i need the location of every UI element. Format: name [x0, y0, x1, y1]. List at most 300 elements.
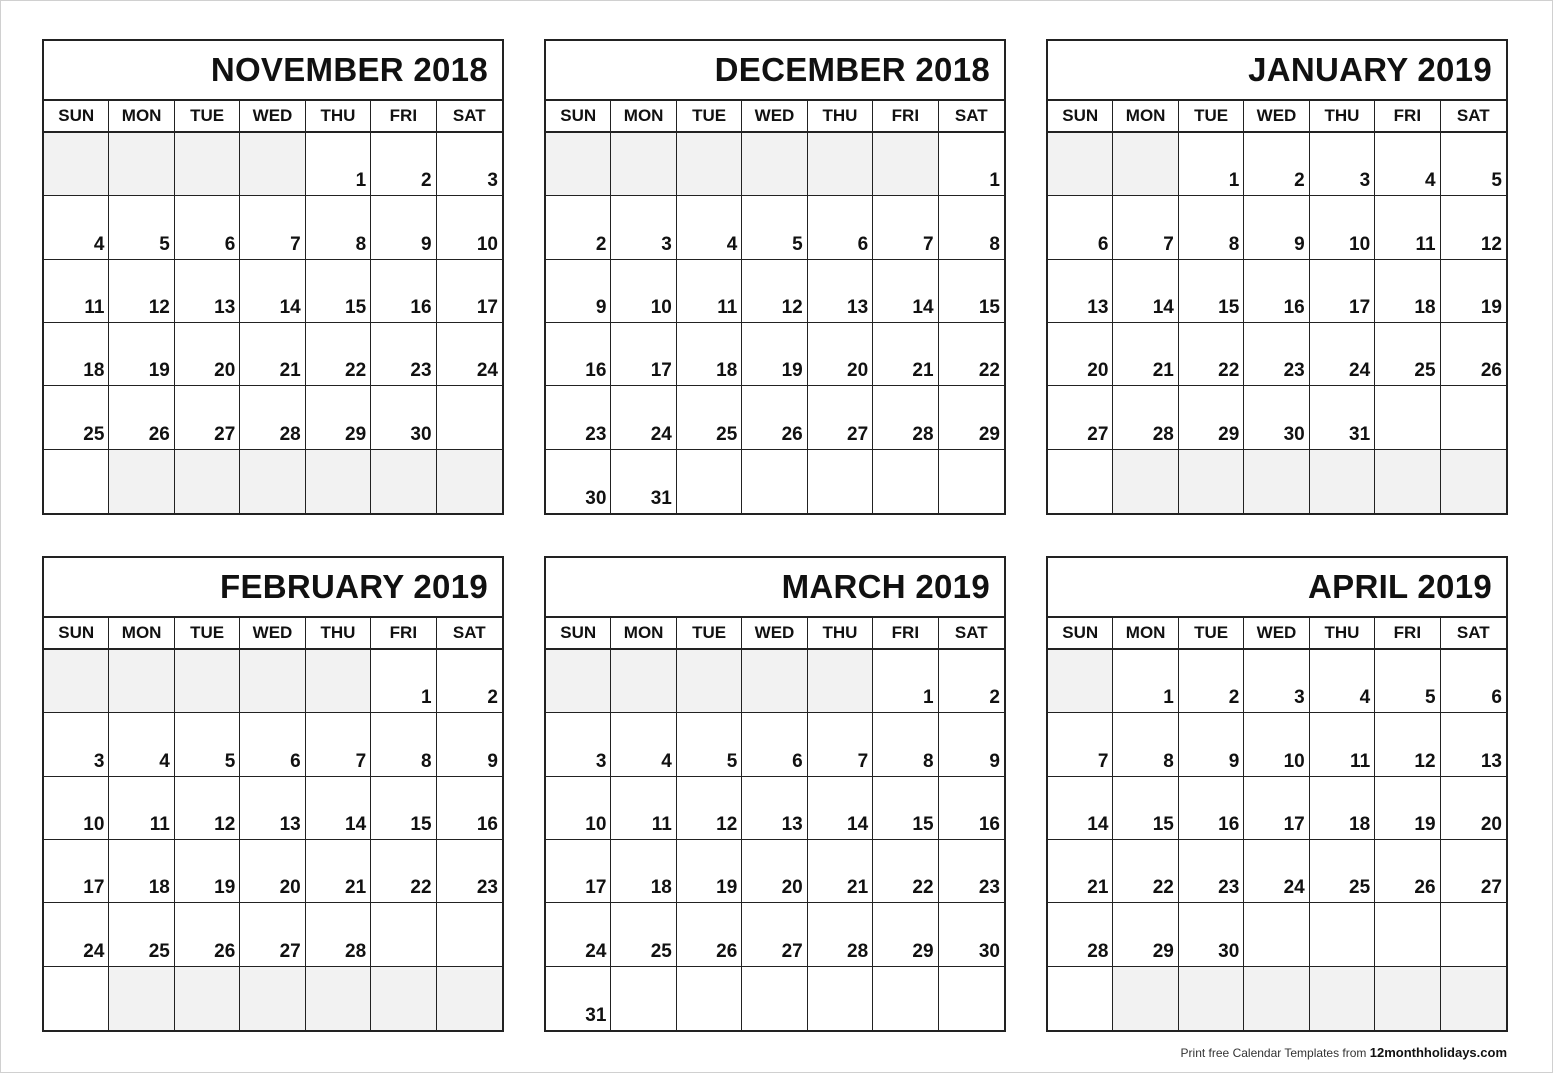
day-cell [1310, 260, 1375, 323]
day-cell [371, 650, 436, 713]
day-cell [1441, 713, 1506, 776]
day-number: 5 [726, 750, 738, 772]
empty-day-cell [873, 450, 938, 513]
day-cell [1113, 713, 1178, 776]
day-cell [1179, 650, 1244, 713]
day-number: 20 [279, 877, 301, 899]
day-cell [1179, 386, 1244, 449]
empty-day-cell [1244, 967, 1309, 1030]
day-number: 28 [1152, 423, 1174, 445]
day-number: 2 [487, 687, 498, 709]
day-cell [546, 323, 611, 386]
day-cell [939, 386, 1004, 449]
day-number: 29 [1152, 940, 1174, 962]
day-number: 30 [1283, 423, 1305, 445]
day-cell [1244, 323, 1309, 386]
day-cell [1179, 840, 1244, 903]
day-number: 16 [410, 296, 432, 318]
empty-day-cell [44, 967, 109, 1030]
day-cell [306, 777, 371, 840]
day-number: 11 [84, 296, 105, 318]
day-cell [175, 713, 240, 776]
day-number: 17 [1349, 296, 1371, 318]
day-cell [240, 323, 305, 386]
day-cell [44, 840, 109, 903]
weekday-header-row [546, 101, 1004, 133]
day-grid [44, 133, 502, 513]
weekday-label: FRI [1375, 101, 1440, 131]
day-cell [677, 196, 742, 259]
day-number: 26 [1414, 877, 1436, 899]
day-cell [808, 196, 873, 259]
day-number: 16 [585, 360, 607, 382]
day-number: 25 [716, 423, 738, 445]
weekday-label: WED [1244, 101, 1309, 131]
day-cell [44, 196, 109, 259]
weekday-label: THU [808, 618, 873, 648]
weekday-label: MON [1113, 618, 1178, 648]
day-number: 11 [651, 813, 672, 835]
empty-day-cell [44, 450, 109, 513]
day-number: 23 [1218, 877, 1240, 899]
month-title: APRIL 2019 [1048, 558, 1506, 618]
day-cell [175, 323, 240, 386]
day-cell [1048, 903, 1113, 966]
day-number: 3 [661, 233, 672, 255]
weekday-label: SUN [1048, 101, 1113, 131]
day-cell [611, 713, 676, 776]
day-cell [306, 133, 371, 196]
day-number: 26 [781, 423, 803, 445]
day-number: 30 [1218, 940, 1240, 962]
day-number: 9 [1294, 233, 1305, 255]
day-cell [109, 777, 174, 840]
day-number: 30 [978, 940, 1000, 962]
empty-day-cell [240, 967, 305, 1030]
weekday-label: WED [240, 618, 305, 648]
weekday-label: THU [306, 101, 371, 131]
day-cell [306, 386, 371, 449]
day-cell [677, 840, 742, 903]
day-cell [1113, 840, 1178, 903]
day-number: 24 [585, 940, 607, 962]
day-cell [44, 323, 109, 386]
day-cell [808, 323, 873, 386]
day-cell [1048, 777, 1113, 840]
day-cell [371, 323, 436, 386]
day-cell [1048, 323, 1113, 386]
empty-day-cell [1048, 967, 1113, 1030]
day-number: 25 [148, 940, 170, 962]
empty-day-cell [306, 450, 371, 513]
day-number: 18 [1349, 813, 1371, 835]
day-cell [371, 386, 436, 449]
weekday-label: MON [611, 101, 676, 131]
day-cell [175, 840, 240, 903]
day-number: 19 [716, 877, 738, 899]
weekday-label: SUN [44, 101, 109, 131]
day-number: 14 [1152, 296, 1174, 318]
day-cell [1441, 650, 1506, 713]
day-number: 12 [1480, 233, 1502, 255]
empty-day-cell [1113, 450, 1178, 513]
empty-day-cell [677, 450, 742, 513]
day-number: 14 [1087, 813, 1109, 835]
weekday-label: SAT [452, 623, 486, 642]
empty-day-cell [1113, 967, 1178, 1030]
day-cell [939, 650, 1004, 713]
day-cell [175, 260, 240, 323]
empty-day-cell [240, 133, 305, 196]
day-cell [1310, 323, 1375, 386]
day-cell [939, 777, 1004, 840]
weekday-label: MON [1113, 101, 1178, 131]
empty-day-cell [1310, 967, 1375, 1030]
day-number: 7 [857, 750, 869, 772]
empty-day-cell [1310, 903, 1375, 966]
empty-day-cell [677, 967, 742, 1030]
day-number: 14 [345, 813, 367, 835]
footer-site-link[interactable]: 12monthholidays.com [1369, 1045, 1507, 1060]
day-number: 28 [1087, 940, 1109, 962]
day-number: 15 [912, 813, 934, 835]
weekday-label: THU [808, 101, 873, 131]
empty-day-cell [109, 450, 174, 513]
day-cell [240, 840, 305, 903]
day-cell [44, 260, 109, 323]
weekday-label: THU [306, 618, 371, 648]
day-number: 18 [148, 877, 170, 899]
weekday-header-row [1048, 618, 1506, 650]
month-calendar [42, 39, 504, 515]
day-cell [371, 713, 436, 776]
empty-day-cell [437, 450, 502, 513]
day-cell [939, 903, 1004, 966]
month-calendar [544, 556, 1006, 1032]
weekday-header-row [44, 618, 502, 650]
empty-day-cell [437, 967, 502, 1030]
empty-day-cell [742, 133, 807, 196]
day-cell [808, 777, 873, 840]
day-number: 3 [1294, 687, 1305, 709]
day-number: 5 [224, 750, 236, 772]
day-cell [1375, 133, 1440, 196]
weekday-header-row [44, 101, 502, 133]
day-number: 20 [1087, 360, 1109, 382]
empty-day-cell [109, 967, 174, 1030]
day-number: 21 [1152, 360, 1174, 382]
day-number: 8 [1228, 233, 1240, 255]
day-cell [240, 386, 305, 449]
day-number: 8 [922, 750, 934, 772]
weekday-label: SUN [546, 618, 611, 648]
day-number: 15 [345, 296, 367, 318]
day-number: 13 [279, 813, 301, 835]
day-number: 4 [661, 750, 672, 772]
day-number: 15 [978, 296, 1000, 318]
day-number: 10 [476, 233, 498, 255]
day-cell [677, 777, 742, 840]
day-cell [742, 713, 807, 776]
day-cell [1048, 196, 1113, 259]
day-number: 8 [355, 233, 367, 255]
day-cell [742, 386, 807, 449]
day-number: 24 [476, 360, 498, 382]
day-cell [939, 323, 1004, 386]
day-cell [808, 903, 873, 966]
day-cell [1375, 840, 1440, 903]
day-number: 14 [279, 296, 301, 318]
weekday-label: MON [611, 618, 676, 648]
day-cell [1375, 650, 1440, 713]
day-cell [1375, 777, 1440, 840]
day-cell [808, 386, 873, 449]
day-number: 29 [1218, 423, 1240, 445]
day-cell [611, 777, 676, 840]
day-cell [371, 133, 436, 196]
day-cell [873, 840, 938, 903]
day-number: 6 [1491, 687, 1502, 709]
empty-day-cell [1048, 133, 1113, 196]
month-calendar [42, 556, 504, 1032]
month-title: DECEMBER 2018 [546, 41, 1004, 101]
empty-day-cell [611, 133, 676, 196]
empty-day-cell [175, 133, 240, 196]
empty-day-cell [808, 967, 873, 1030]
day-number: 21 [912, 360, 934, 382]
day-number: 25 [83, 423, 105, 445]
day-cell [1244, 133, 1309, 196]
day-cell [1310, 650, 1375, 713]
weekday-label: TUE [677, 101, 742, 131]
empty-day-cell [1048, 450, 1113, 513]
weekday-label: SAT [452, 106, 486, 125]
weekday-label: FRI [873, 618, 938, 648]
day-cell [1310, 386, 1375, 449]
day-number: 7 [922, 233, 934, 255]
day-cell [742, 903, 807, 966]
day-number: 2 [595, 233, 607, 255]
day-cell [109, 713, 174, 776]
weekday-label: TUE [677, 618, 742, 648]
weekday-header-row [546, 618, 1004, 650]
day-cell [371, 840, 436, 903]
day-number: 10 [1283, 750, 1305, 772]
empty-day-cell [611, 650, 676, 713]
day-cell [677, 903, 742, 966]
day-cell [677, 323, 742, 386]
month-title: FEBRUARY 2019 [44, 558, 502, 618]
empty-day-cell [44, 650, 109, 713]
day-number: 18 [83, 360, 105, 382]
day-cell [546, 840, 611, 903]
day-number: 19 [781, 360, 803, 382]
day-cell [1244, 260, 1309, 323]
day-cell [175, 196, 240, 259]
empty-day-cell [437, 386, 502, 449]
day-number: 3 [1359, 170, 1371, 192]
empty-day-cell [808, 450, 873, 513]
day-cell [939, 133, 1004, 196]
day-number: 9 [487, 750, 498, 772]
day-cell [109, 903, 174, 966]
day-cell [44, 777, 109, 840]
day-number: 15 [410, 813, 432, 835]
day-cell [240, 196, 305, 259]
empty-day-cell [939, 450, 1004, 513]
weekday-label: MON [109, 101, 174, 131]
day-number: 11 [717, 296, 738, 318]
day-cell [1113, 323, 1178, 386]
day-number: 20 [214, 360, 236, 382]
day-number: 28 [279, 423, 301, 445]
day-cell [1179, 260, 1244, 323]
empty-day-cell [1375, 903, 1440, 966]
month-calendar [1046, 556, 1508, 1032]
weekday-label: WED [742, 618, 807, 648]
day-number: 17 [476, 296, 498, 318]
weekday-label: FRI [1375, 618, 1440, 648]
day-cell [306, 840, 371, 903]
day-number: 24 [1349, 360, 1371, 382]
empty-day-cell [1375, 450, 1440, 513]
day-cell [109, 260, 174, 323]
day-cell [1048, 713, 1113, 776]
day-number: 3 [93, 750, 105, 772]
empty-day-cell [240, 450, 305, 513]
month-title: NOVEMBER 2018 [44, 41, 502, 101]
weekday-label: FRI [371, 101, 436, 131]
day-number: 21 [847, 877, 869, 899]
empty-day-cell [44, 133, 109, 196]
day-cell [611, 840, 676, 903]
day-number: 30 [410, 423, 432, 445]
day-number: 22 [912, 877, 934, 899]
day-cell [1310, 133, 1375, 196]
empty-day-cell [873, 133, 938, 196]
day-cell [1375, 196, 1440, 259]
day-number: 24 [83, 940, 105, 962]
weekday-label: SAT [1456, 106, 1490, 125]
empty-day-cell [1441, 386, 1506, 449]
day-cell [44, 713, 109, 776]
empty-day-cell [1441, 450, 1506, 513]
weekday-label: THU [1310, 101, 1375, 131]
day-number: 18 [1414, 296, 1436, 318]
day-number: 30 [585, 487, 607, 509]
day-number: 15 [1152, 813, 1174, 835]
empty-day-cell [742, 450, 807, 513]
day-number: 10 [83, 813, 105, 835]
day-number: 22 [345, 360, 367, 382]
weekday-label: WED [742, 101, 807, 131]
day-cell [546, 777, 611, 840]
day-number: 26 [148, 423, 170, 445]
day-number: 6 [857, 233, 869, 255]
day-cell [1244, 777, 1309, 840]
day-cell [611, 903, 676, 966]
day-number: 5 [1491, 170, 1502, 192]
day-cell [1375, 323, 1440, 386]
empty-day-cell [240, 650, 305, 713]
day-number: 17 [1283, 813, 1305, 835]
weekday-label: TUE [1179, 101, 1244, 131]
day-number: 25 [650, 940, 672, 962]
day-number: 13 [1087, 296, 1109, 318]
day-cell [240, 903, 305, 966]
day-cell [1244, 840, 1309, 903]
weekday-label: SUN [1048, 618, 1113, 648]
day-number: 28 [912, 423, 934, 445]
day-grid [546, 133, 1004, 513]
day-cell [109, 323, 174, 386]
day-number: 18 [650, 877, 672, 899]
day-number: 23 [978, 877, 1000, 899]
day-cell [1113, 260, 1178, 323]
day-number: 23 [476, 877, 498, 899]
day-number: 6 [1097, 233, 1109, 255]
day-number: 6 [290, 750, 301, 772]
day-cell [1113, 386, 1178, 449]
day-number: 23 [410, 360, 432, 382]
day-cell [546, 386, 611, 449]
weekday-label: TUE [1179, 618, 1244, 648]
day-cell [175, 777, 240, 840]
day-number: 27 [847, 423, 869, 445]
day-cell [546, 903, 611, 966]
day-cell [371, 777, 436, 840]
day-cell [437, 777, 502, 840]
day-cell [437, 133, 502, 196]
empty-day-cell [677, 650, 742, 713]
day-cell [873, 196, 938, 259]
day-cell [1375, 260, 1440, 323]
day-number: 1 [922, 687, 934, 709]
day-cell [1441, 260, 1506, 323]
empty-day-cell [873, 967, 938, 1030]
day-number: 20 [781, 877, 803, 899]
day-cell [44, 903, 109, 966]
weekday-label: FRI [873, 101, 938, 131]
day-number: 24 [650, 423, 672, 445]
day-cell [240, 713, 305, 776]
day-number: 11 [1350, 750, 1371, 772]
day-number: 6 [224, 233, 236, 255]
day-cell [240, 260, 305, 323]
day-cell [939, 840, 1004, 903]
day-number: 12 [781, 296, 803, 318]
day-cell [1310, 840, 1375, 903]
weekday-label: SUN [44, 618, 109, 648]
day-number: 25 [1349, 877, 1371, 899]
day-number: 2 [1228, 687, 1240, 709]
day-cell [873, 903, 938, 966]
day-cell [873, 260, 938, 323]
day-number: 7 [355, 750, 367, 772]
day-number: 1 [420, 687, 432, 709]
empty-day-cell [742, 967, 807, 1030]
empty-day-cell [546, 650, 611, 713]
day-cell [742, 777, 807, 840]
day-cell [742, 840, 807, 903]
day-number: 8 [1163, 750, 1174, 772]
day-grid [1048, 133, 1506, 513]
month-calendar [1046, 39, 1508, 515]
empty-day-cell [1048, 650, 1113, 713]
day-number: 1 [989, 170, 1000, 192]
day-number: 6 [792, 750, 803, 772]
empty-day-cell [371, 450, 436, 513]
